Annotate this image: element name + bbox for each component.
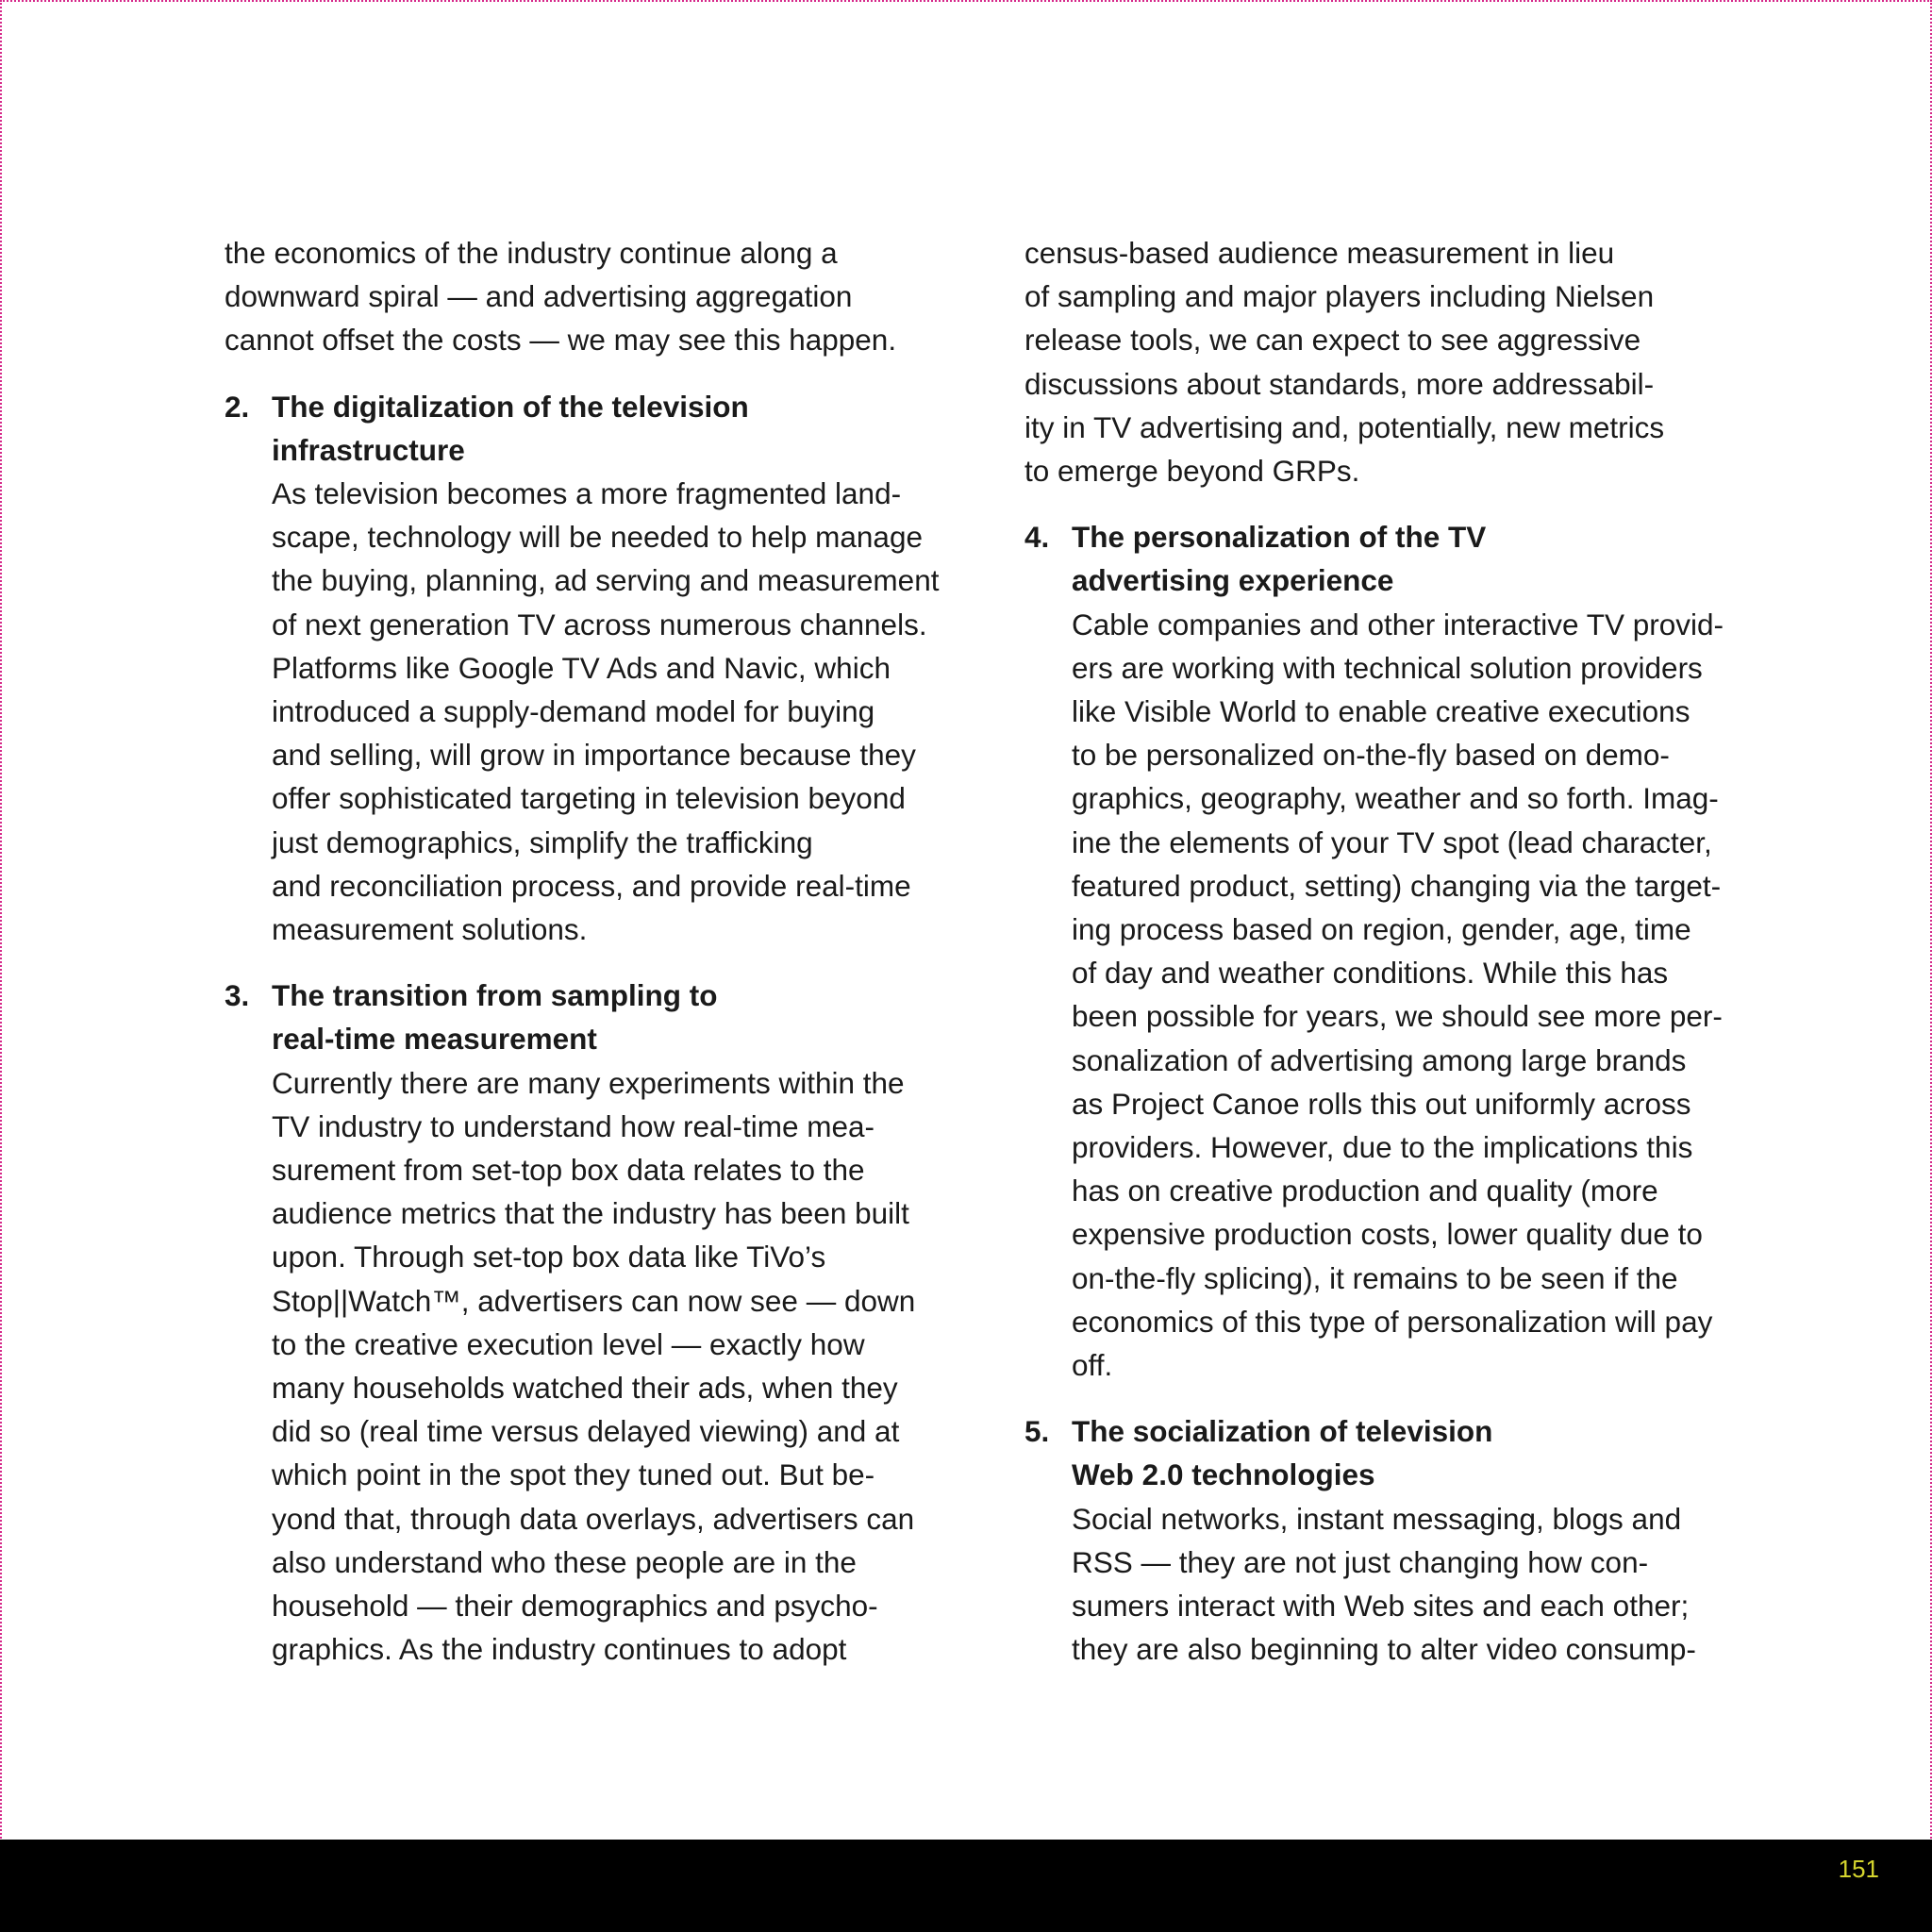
text-line: the buying, planning, ad serving and measurement [272,563,940,598]
title-line: The transition from sampling to [272,978,718,1013]
text-line: sumers interact with Web sites and each other; [1072,1589,1690,1624]
text-line: ity in TV advertising and, potentially, new metrics [1024,409,1665,444]
text-line: Cable companies and other interactive TV provid- [1072,607,1724,641]
text-line: graphics, geography, weather and so forth. Imag- [1072,781,1719,816]
text-line: TV industry to understand how real-time mea- [272,1108,875,1143]
text-line: Platforms like Google TV Ads and Navic, which [272,650,891,685]
text-line: Stop||Watch™, advertisers can now see — down [272,1283,916,1318]
text-line: household — their demographics and psycho- [272,1589,878,1624]
title-line: advertising experience [1072,563,1394,598]
text-line: on-the-fly splicing), it remains to be seen if the [1072,1260,1678,1295]
text-line: expensive production costs, lower quality due to [1072,1217,1703,1252]
text-line: did so (real time versus delayed viewing) and at [272,1414,900,1449]
title-line: The digitalization of the television [272,389,749,424]
text-line: and reconciliation process, and provide real-time [272,868,911,903]
text-line: census-based audience measurement in lieu [1024,236,1615,270]
text-line: ine the elements of your TV spot (lead character, [1072,824,1712,859]
text-line: Currently there are many experiments within the [272,1065,905,1100]
text-line: also understand who these people are in the [272,1544,857,1579]
text-line: they are also beginning to alter video consump- [1072,1632,1696,1667]
text-line: ing process based on region, gender, age, time [1072,912,1691,947]
text-line: featured product, setting) changing via the target- [1072,868,1722,903]
text-line: sonalization of advertising among large brands [1072,1042,1687,1077]
title-line: The personalization of the TV [1072,520,1487,555]
left-column [225,231,970,1672]
right-column [1024,231,1779,1672]
text-line: to be personalized on-the-fly based on demo- [1072,738,1670,773]
text-line: measurement solutions. [272,912,588,947]
text-line: just demographics, simplify the trafficking [272,824,813,859]
list-item-title [272,385,970,472]
list-item-number: 4. [1024,520,1050,555]
left-intro-paragraph [225,231,970,362]
text-line: downward spiral — and advertising aggregation [225,279,853,314]
text-line: been possible for years, we should see more per- [1072,999,1723,1034]
list-item-title [272,974,970,1060]
text-line: of day and weather conditions. While this has [1072,956,1669,991]
text-line: discussions about standards, more addressabil- [1024,366,1655,401]
page-number: 151 [1838,1855,1879,1883]
text-line: to the creative execution level — exactly how [272,1326,865,1361]
list-item-body [1072,603,1779,1388]
text-line: like Visible World to enable creative executions [1072,694,1690,729]
text-line: RSS — they are not just changing how con- [1072,1544,1649,1579]
text-line: offer sophisticated targeting in television beyond [272,781,906,816]
list-item-body [1072,1497,1779,1672]
list-item-title [1072,515,1779,602]
text-line: of next generation TV across numerous channels. [272,607,927,641]
text-line: surement from set-top box data relates to the [272,1153,865,1188]
text-line: has on creative production and quality (more [1072,1174,1658,1208]
text-line: graphics. As the industry continues to adopt [272,1632,847,1667]
text-line: which point in the spot they tuned out. But be- [272,1457,875,1492]
text-line: Social networks, instant messaging, blogs and [1072,1501,1682,1536]
text-line: providers. However, due to the implications this [1072,1130,1693,1165]
footer-bar [0,1840,1932,1932]
text-line: many households watched their ads, when they [272,1371,898,1406]
text-line: and selling, will grow in importance because they [272,738,916,773]
list-item-5 [1024,1409,1779,1671]
list-item-2 [225,385,970,952]
text-line: yond that, through data overlays, advertisers can [272,1501,915,1536]
text-line: to emerge beyond GRPs. [1024,454,1360,489]
title-line: infrastructure [272,432,465,467]
text-line: scape, technology will be needed to help manage [272,520,923,555]
text-line: off. [1072,1348,1113,1383]
title-line: The socialization of television [1072,1414,1493,1449]
list-item-3 [225,974,970,1671]
text-line: audience metrics that the industry has been built [272,1196,909,1231]
text-line: upon. Through set-top box data like TiVo’s [272,1240,826,1274]
title-line: real-time measurement [272,1022,597,1057]
list-item-number: 2. [225,389,250,424]
text-line: release tools, we can expect to see aggressive [1024,323,1641,358]
title-line: Web 2.0 technologies [1072,1457,1375,1492]
text-line: ers are working with technical solution providers [1072,650,1703,685]
text-line: of sampling and major players including Nielsen [1024,279,1655,314]
list-item-body [272,472,970,951]
list-item-number: 3. [225,978,250,1013]
list-item-number: 5. [1024,1414,1050,1449]
right-intro-paragraph [1024,231,1779,492]
text-line: As television becomes a more fragmented land- [272,476,902,511]
text-line: economics of this type of personalization will pay [1072,1304,1713,1339]
list-item-title [1072,1409,1779,1496]
text-line: the economics of the industry continue along a [225,236,838,270]
list-item-body [272,1061,970,1672]
text-line: introduced a supply-demand model for buying [272,694,875,729]
list-item-4 [1024,515,1779,1387]
text-line: cannot offset the costs — we may see this happen. [225,323,897,358]
text-line: as Project Canoe rolls this out uniformly across [1072,1086,1691,1121]
